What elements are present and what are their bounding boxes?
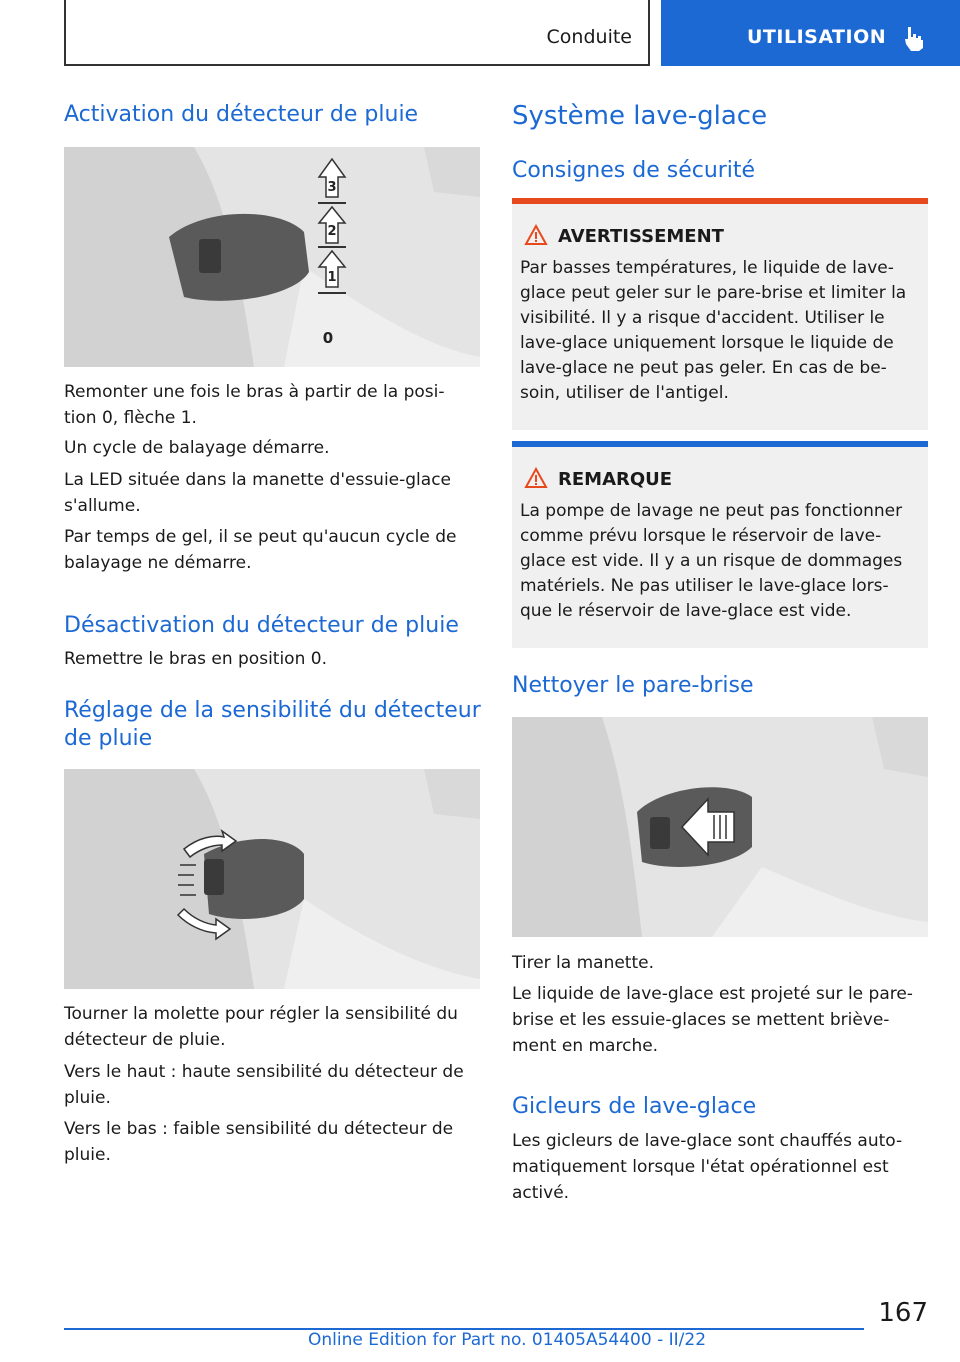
warning-line: visibilité. Il y a risque d'accident. Utiliser le xyxy=(520,308,885,328)
header-chapter-label: UTILISATION xyxy=(747,26,887,48)
header-section-box xyxy=(64,0,650,66)
svg-text:0: 0 xyxy=(322,329,334,347)
header-chapter-box xyxy=(661,0,960,66)
svg-text:1: 1 xyxy=(327,270,337,285)
paragraph-2: Un cycle de balayage démarre. xyxy=(64,438,330,458)
paragraph-10a: Le liquide de lave-glace est projeté sur le pare- xyxy=(512,984,913,1004)
note-body xyxy=(520,499,924,624)
paragraph-11b: matiquement lorsque l'état opérationnel est xyxy=(512,1157,889,1177)
paragraph-1b: tion 0, flèche 1. xyxy=(64,408,197,428)
warning-box xyxy=(512,198,928,430)
heading-sensitivity-a: Réglage de la sensibilité du détecteur xyxy=(64,698,481,723)
heading-washer-jets: Gicleurs de lave-glace xyxy=(512,1094,757,1119)
warning-triangle-icon xyxy=(524,467,548,489)
heading-sensitivity-b: de pluie xyxy=(64,726,153,751)
figure-pull-stalk xyxy=(512,717,928,937)
warning-triangle-icon xyxy=(524,224,548,246)
note-box xyxy=(512,441,928,648)
heading-activation: Activation du détecteur de pluie xyxy=(64,102,419,127)
paragraph-8b: pluie. xyxy=(64,1145,111,1165)
note-line: matériels. Ne pas utiliser le lave-glace lors- xyxy=(520,576,889,596)
svg-text:2: 2 xyxy=(327,224,337,239)
note-title: REMARQUE xyxy=(558,469,673,490)
warning-line: Par basses températures, le liquide de lave- xyxy=(520,258,894,278)
heading-clean-windshield: Nettoyer le pare-brise xyxy=(512,673,754,698)
heading-washer-system: Système lave-glace xyxy=(512,101,768,131)
note-line: glace est vide. Il y a un risque de dommages xyxy=(520,551,903,571)
warning-line: soin, utiliser de l'antigel. xyxy=(520,383,729,403)
paragraph-11a: Les gicleurs de lave-glace sont chauffés auto- xyxy=(512,1131,903,1151)
warning-line: glace peut geler sur le pare-brise et limiter la xyxy=(520,283,907,303)
note-line: La pompe de lavage ne peut pas fonctionner xyxy=(520,501,903,521)
paragraph-5: Remettre le bras en position 0. xyxy=(64,649,327,669)
warning-title: AVERTISSEMENT xyxy=(558,226,724,247)
heading-deactivation: Désactivation du détecteur de pluie xyxy=(64,613,459,638)
note-line: comme prévu lorsque le réservoir de lave- xyxy=(520,526,882,546)
paragraph-8a: Vers le bas : faible sensibilité du détecteur de xyxy=(64,1119,454,1139)
paragraph-11c: activé. xyxy=(512,1183,570,1203)
warning-body xyxy=(520,256,924,406)
heading-safety: Consignes de sécurité xyxy=(512,158,756,183)
paragraph-1a: Remonter une fois le bras à partir de la posi- xyxy=(64,382,445,402)
paragraph-6b: détecteur de pluie. xyxy=(64,1030,226,1050)
paragraph-6a: Tourner la molette pour régler la sensibilité du xyxy=(64,1004,458,1024)
warning-line: lave-glace uniquement lorsque le liquide de xyxy=(520,333,894,353)
paragraph-10b: brise et les essuie-glaces se mettent brièvе- xyxy=(512,1010,890,1030)
paragraph-4a: Par temps de gel, il se peut qu'aucun cycle de xyxy=(64,527,457,547)
paragraph-7b: pluie. xyxy=(64,1088,111,1108)
svg-text:3: 3 xyxy=(327,180,337,195)
paragraph-4b: balayage ne démarre. xyxy=(64,553,252,573)
paragraph-3b: s'allume. xyxy=(64,496,141,516)
paragraph-9: Tirer la manette. xyxy=(512,953,655,973)
hand-pointer-icon xyxy=(903,26,925,52)
figure-sensitivity-wheel xyxy=(64,769,480,989)
footer-edition: Online Edition for Part no. 01405A54400 - II/22 xyxy=(308,1330,707,1350)
figure-stalk-positions xyxy=(64,147,480,367)
warning-line: lave-glace ne peut pas geler. En cas de be- xyxy=(520,358,887,378)
paragraph-3a: La LED située dans la manette d'essuie-glace xyxy=(64,470,451,490)
page-number: 167 xyxy=(878,1298,928,1328)
header-section-label: Conduite xyxy=(546,26,632,48)
paragraph-7a: Vers le haut : haute sensibilité du détecteur de xyxy=(64,1062,464,1082)
note-line: que le réservoir de lave-glace est vide. xyxy=(520,601,852,621)
paragraph-10c: ment en marche. xyxy=(512,1036,659,1056)
